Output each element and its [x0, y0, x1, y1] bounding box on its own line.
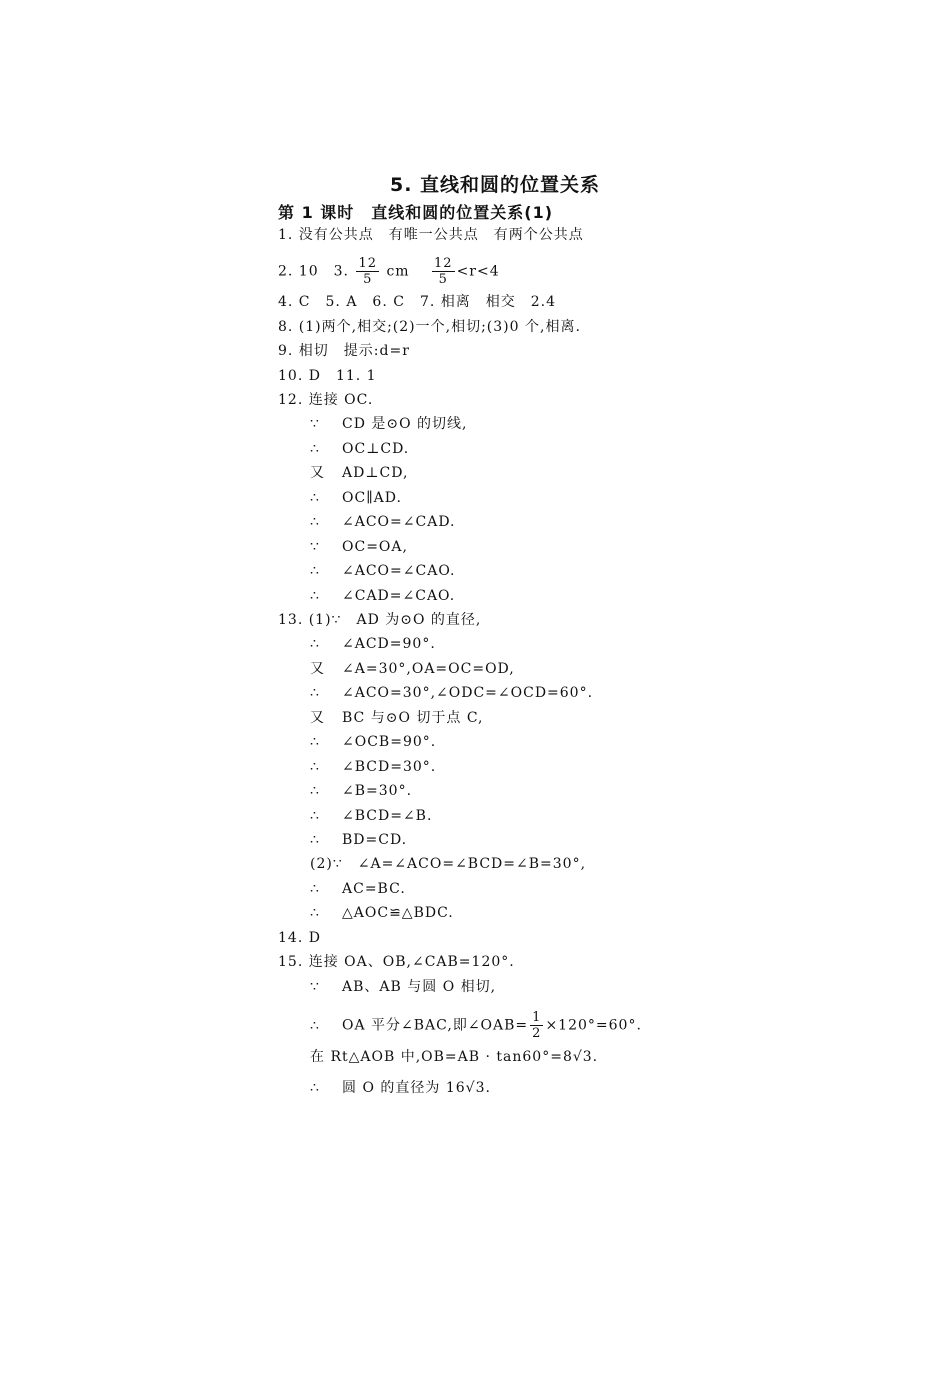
answer-q14: 14. D	[278, 930, 321, 946]
proof-line: ∴ ∠ACO=∠CAD.	[310, 514, 456, 530]
proof-line-fraction: ∴ OA 平分∠BAC,即∠OAB= $\frac{1}{2}$ ×120°=60°.	[310, 1010, 642, 1041]
unit-cm: cm	[386, 263, 410, 280]
proof-line: 又 BC 与⊙O 切于点 C,	[310, 710, 484, 726]
proof-line: ∴ AC=BC.	[310, 881, 406, 897]
proof-line: ∴ OC∥AD.	[310, 490, 402, 506]
proof-line: ∴ ∠CAD=∠CAO.	[310, 588, 456, 604]
answer-q15: 15. 连接 OA、OB,∠CAB=120°.	[278, 954, 515, 970]
answer-q13: 13. (1)∵ AD 为⊙O 的直径,	[278, 612, 482, 628]
proof-line: ∴ ∠BCD=∠B.	[310, 808, 433, 824]
proof-line: ∴ △AOC≌△BDC.	[310, 905, 454, 921]
fraction-1-2: $\frac{1}{2}$	[532, 1010, 542, 1041]
proof-line: ∴ OC⊥CD.	[310, 441, 410, 457]
answer-q1: 1. 没有公共点 有唯一公共点 有两个公共点	[278, 227, 584, 243]
answer-q2-text: 2. 10 3.	[278, 263, 349, 280]
proof-line-part2: (2)∵ ∠A=∠ACO=∠BCD=∠B=30°,	[310, 856, 587, 872]
proof-line: ∴ ∠ACO=30°,∠ODC=∠OCD=60°.	[310, 685, 594, 701]
proof-line: ∴ BD=CD.	[310, 832, 408, 848]
proof-line: ∴ ∠B=30°.	[310, 783, 413, 799]
proof-line: ∵ CD 是⊙O 的切线,	[310, 416, 468, 432]
answer-q9: 9. 相切 提示:d=r	[278, 343, 410, 359]
proof-line: ∴ ∠ACD=90°.	[310, 636, 436, 652]
proof-line: 又 AD⊥CD,	[310, 465, 409, 481]
fraction-12-5-b: $\frac{12}{5}$	[434, 256, 453, 287]
answer-q12: 12. 连接 OC.	[278, 392, 374, 408]
proof-line: 在 Rt△AOB 中,OB=AB · tan60°=8√3.	[310, 1049, 599, 1065]
proof-line: ∵ AB、AB 与圆 O 相切,	[310, 979, 497, 995]
answer-q2-q3	[278, 256, 500, 287]
proof-line: ∴ ∠OCB=90°.	[310, 734, 437, 750]
proof-line: ∴ ∠BCD=30°.	[310, 759, 437, 775]
proof-line: ∴ ∠ACO=∠CAO.	[310, 563, 456, 579]
lesson-subtitle: 第 1 课时 直线和圆的位置关系(1)	[278, 203, 554, 222]
answer-q8: 8. (1)两个,相交;(2)一个,相切;(3)0 个,相离.	[278, 319, 581, 335]
proof-line: 又 ∠A=30°,OA=OC=OD,	[310, 661, 515, 677]
answer-q4-q7: 4. C 5. A 6. C 7. 相离 相交 2.4	[278, 294, 557, 310]
proof-line: ∴ 圆 O 的直径为 16√3.	[310, 1080, 491, 1096]
fraction-12-5: $\frac{12}{5}$	[358, 256, 377, 287]
section-title: 5. 直线和圆的位置关系	[389, 174, 601, 196]
proof-line: ∵ OC=OA,	[310, 539, 408, 555]
answer-q10-q11: 10. D 11. 1	[278, 368, 377, 384]
range-tail: <r<4	[456, 263, 500, 280]
